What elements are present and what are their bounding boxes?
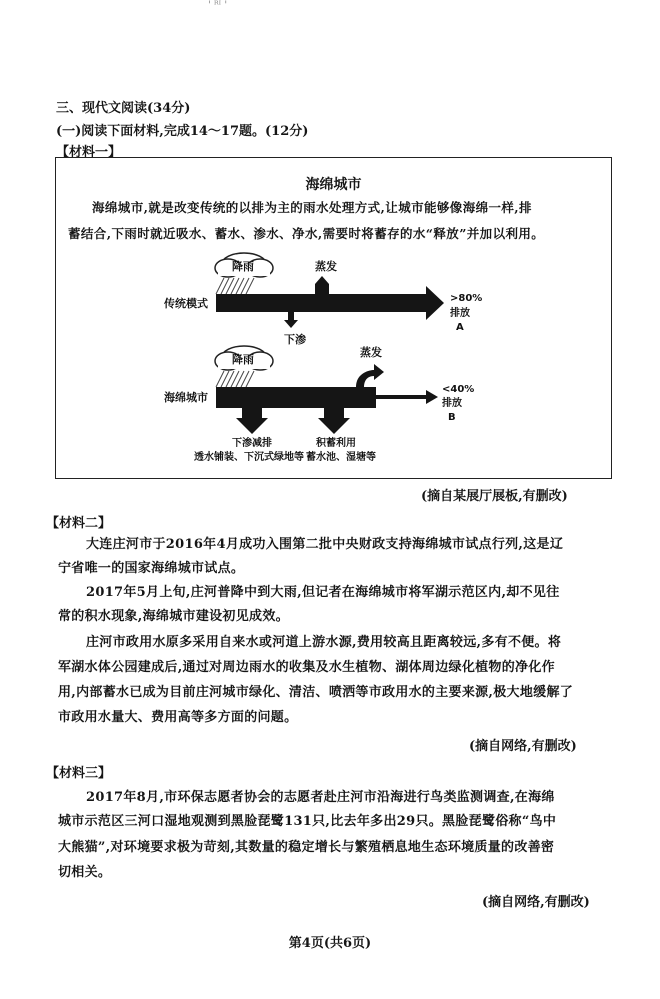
- sponge-rain-label: 降雨: [232, 353, 254, 366]
- material3-source: (摘自网络,有删改): [482, 895, 590, 910]
- material3-line2: 城市示范区三河口湿地观测到黑脸琵鹭131只,比去年多出29只。黑脸琵鹭俗称“鸟中: [58, 814, 557, 829]
- sub-title: (一)阅读下面材料,完成14～17题。(12分): [56, 124, 309, 139]
- sponge-infiltrate-detail: 透水铺装、下沉式绿地等: [194, 452, 304, 463]
- sponge-percent: <40%: [442, 384, 475, 395]
- traditional-main-arrow: [216, 286, 444, 320]
- material2-source: (摘自网络,有删改): [469, 739, 577, 754]
- box-text-line2: 蓄结合,下雨时就近吸水、蓄水、渗水、净水,需要时将蓄存的水“释放”并加以利用。: [68, 226, 545, 241]
- sponge-store-title: 积蓄利用: [316, 438, 356, 449]
- sponge-mode-label: 海绵城市: [164, 391, 208, 404]
- traditional-letter: A: [456, 322, 464, 333]
- traditional-infiltrate-label: 下渗: [284, 333, 306, 346]
- traditional-discharge: 排放: [450, 308, 470, 319]
- box-text-line1: 海绵城市,就是改变传统的以排为主的雨水处理方式,让城市能够像海绵一样,排: [92, 200, 532, 215]
- material2-p2-line2: 常的积水现象,海绵城市建设初见成效。: [58, 609, 289, 624]
- material2-p3-line1: 庄河市政用水原多采用自来水或河道上游水源,费用较高且距离较远,多有不便。将: [86, 635, 562, 650]
- traditional-evaporate-arrow: [315, 276, 329, 294]
- page-footer: 第4页(共6页): [288, 936, 372, 951]
- material2-p3-line3: 用,内部蓄水已成为目前庄河城市绿化、清洁、喷洒等市政用水的主要来源,极大地缓解了: [58, 685, 574, 700]
- traditional-mode-label: 传统模式: [164, 297, 208, 310]
- sponge-letter: B: [448, 412, 456, 423]
- material2-label: 【材料二】: [46, 516, 112, 531]
- sponge-rain-lines: [216, 371, 254, 387]
- section-title: 三、现代文阅读(34分): [56, 101, 191, 116]
- traditional-infiltrate-arrow: [284, 312, 298, 328]
- material3-line3: 大熊猫”,对环境要求极为苛刻,其数量的稳定增长与繁殖栖息地生态环境质量的改善密: [58, 840, 555, 855]
- top-specks: ' ᴿᴵ ': [208, 0, 228, 11]
- material3-label: 【材料三】: [46, 766, 112, 781]
- material2-p3-line4: 市政用水量大、费用高等多方面的问题。: [58, 710, 298, 725]
- material2-p3-line2: 军湖水体公园建成后,通过对周边雨水的收集及水生植物、湖体周边绿化植物的净化作: [58, 660, 555, 675]
- sponge-main-body: [216, 387, 376, 408]
- sponge-discharge: 排放: [442, 398, 462, 409]
- material3-line4: 切相关。: [58, 865, 112, 880]
- sponge-infiltrate-arrow: [236, 408, 268, 434]
- sponge-discharge-arrow: [376, 390, 438, 404]
- traditional-evaporate-label: 蒸发: [315, 260, 337, 273]
- material1-box: [55, 157, 612, 479]
- material1-label: 【材料一】: [56, 145, 122, 160]
- material3-line1: 2017年8月,市环保志愿者协会的志愿者赴庄河市沿海进行鸟类监测调查,在海绵: [86, 790, 555, 805]
- sponge-city-diagram: [56, 246, 611, 476]
- traditional-rain-label: 降雨: [232, 260, 254, 273]
- material2-p1-line2: 宁省唯一的国家海绵城市试点。: [58, 561, 245, 576]
- material2-p2-line1: 2017年5月上旬,庄河普降中到大雨,但记者在海绵城市将军湖示范区内,却不见往: [86, 585, 560, 600]
- material1-source: (摘自某展厅展板,有删改): [421, 489, 568, 504]
- sponge-evaporate-label: 蒸发: [360, 346, 382, 359]
- sponge-store-arrow: [318, 408, 350, 434]
- box-title: 海绵城市: [305, 177, 362, 193]
- sponge-store-detail: 蓄水池、湿塘等: [306, 452, 376, 463]
- material2-p1-line1: 大连庄河市于2016年4月成功入围第二批中央财政支持海绵城市试点行列,这是辽: [86, 537, 564, 552]
- sponge-evaporate-arrow: [356, 364, 384, 387]
- traditional-rain-lines: [216, 278, 254, 294]
- sponge-infiltrate-title: 下渗减排: [232, 438, 272, 449]
- traditional-percent: >80%: [450, 293, 483, 304]
